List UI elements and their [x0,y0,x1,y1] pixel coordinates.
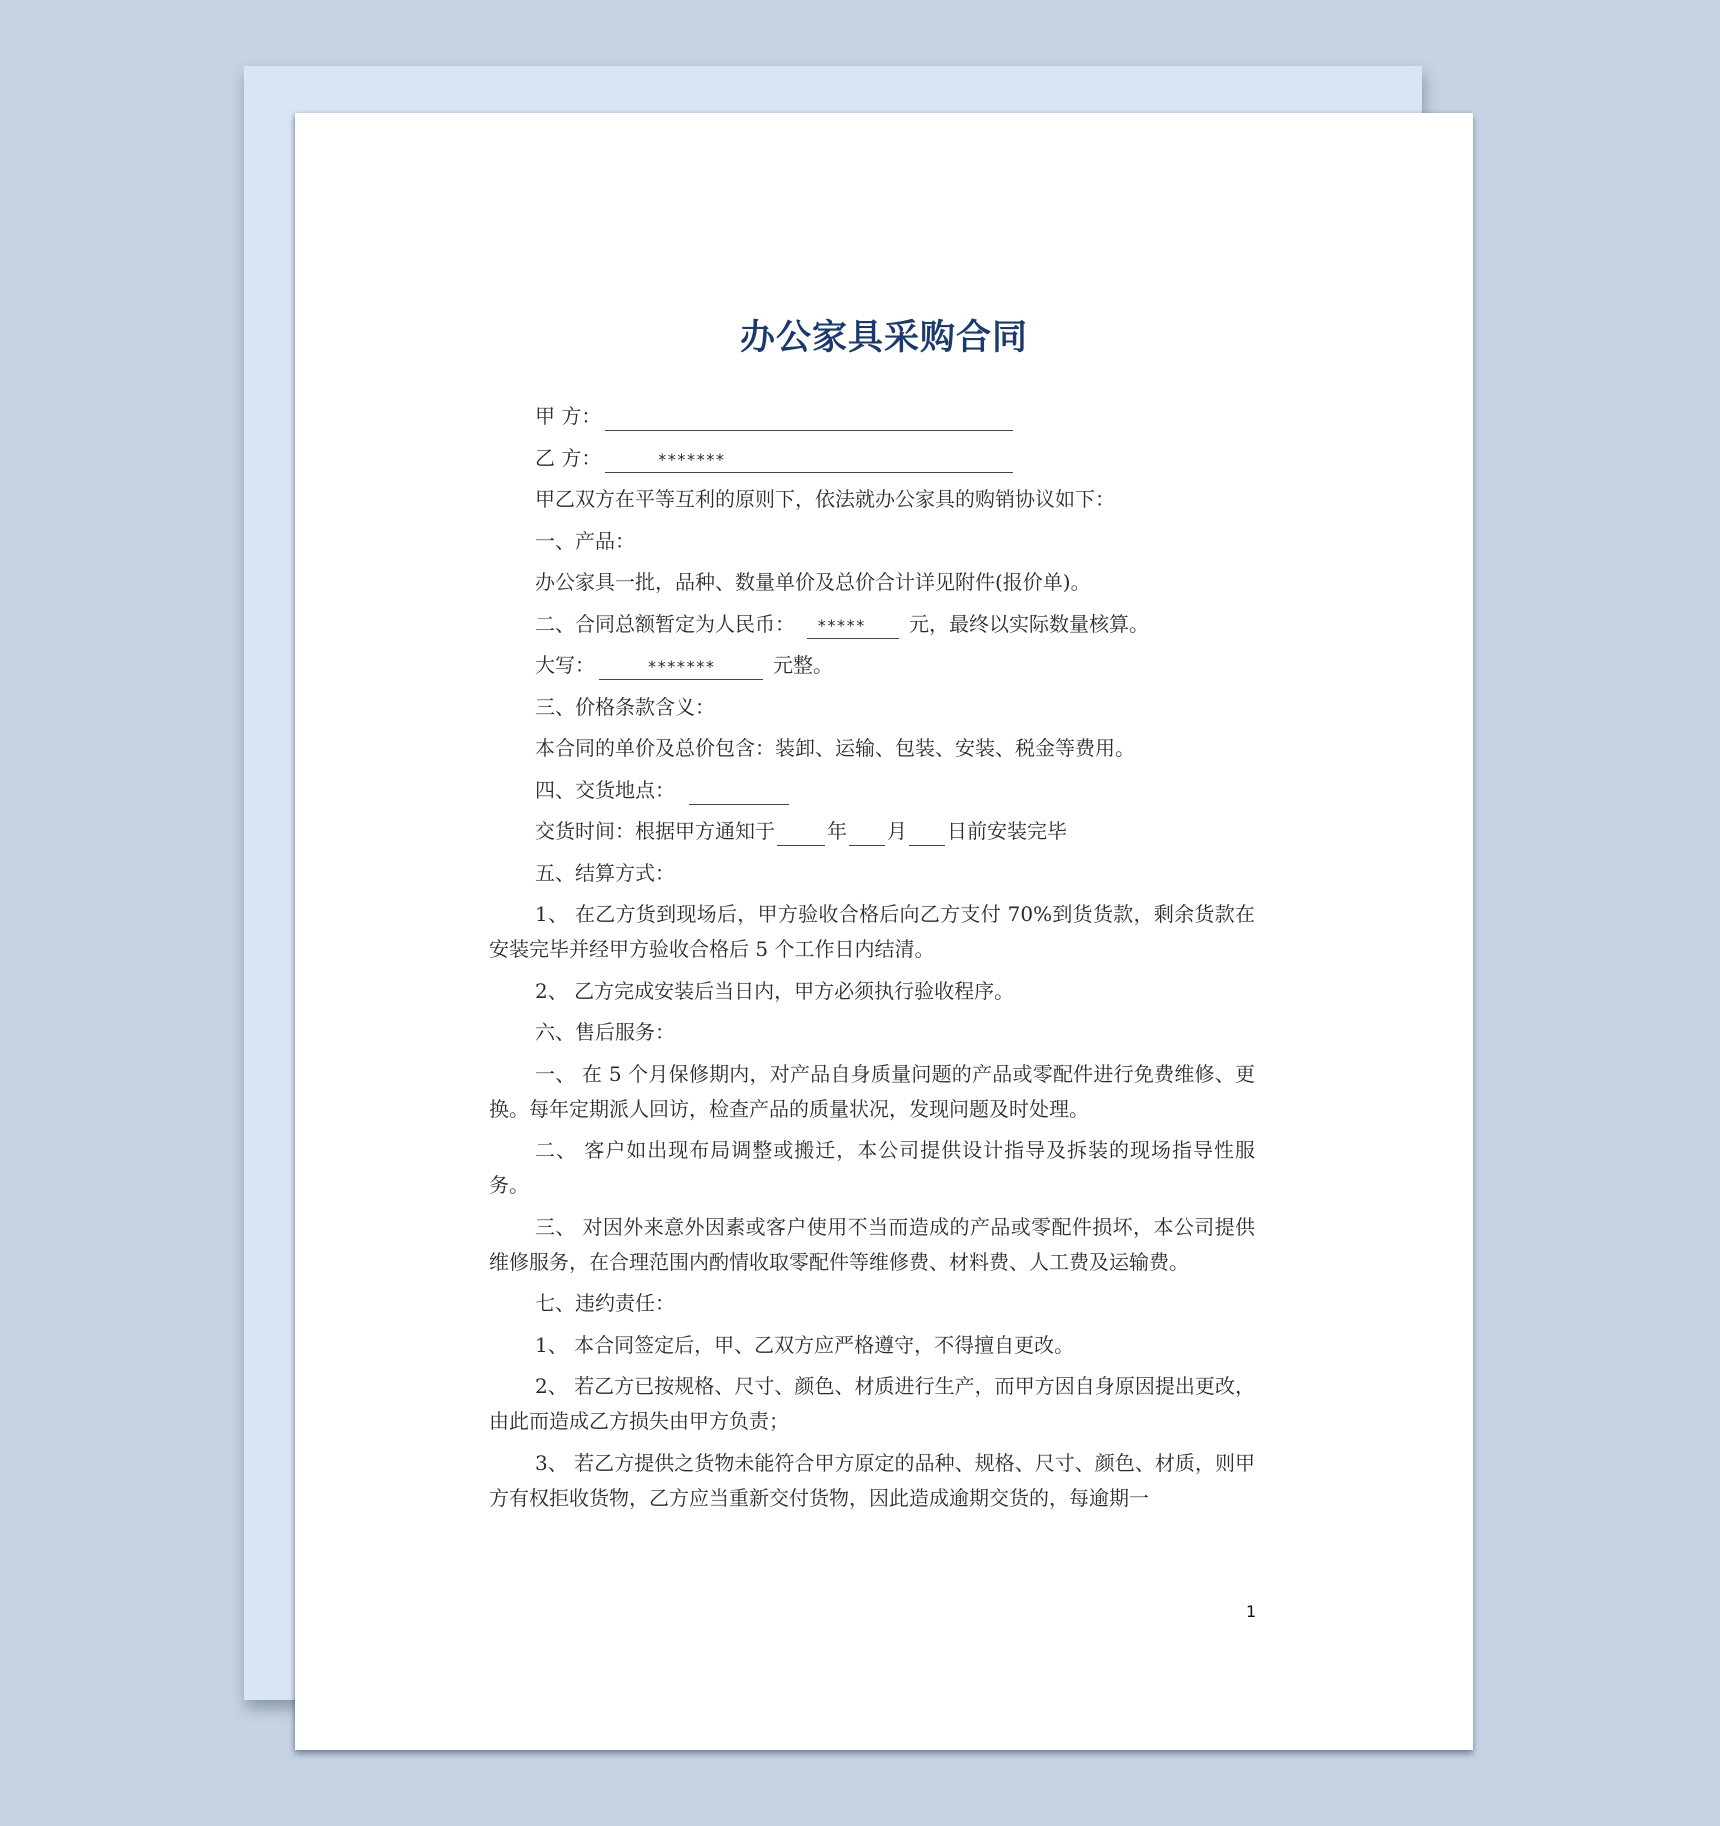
section-4-heading: 四、交货地点： [535,777,675,802]
section-2-amount-line [489,607,1255,642]
party-a-line [489,399,1255,434]
delivery-time-prefix: 交货时间：根据甲方通知于 [535,819,775,843]
intro-paragraph: 甲乙双方在平等互利的原则下，依法就办公家具的购销协议如下： [535,487,1115,511]
delivery-month-field[interactable] [849,821,885,846]
delivery-place-field[interactable] [689,780,789,805]
delivery-time-line [489,814,1255,849]
section-7-item-3: 3、 若乙方提供之货物未能符合甲方原定的品种、规格、尺寸、颜色、材质，则甲方有权拒收货物，乙方应当重新交付货物，因此造成逾期交货的，每逾期一 [489,1450,1255,1510]
amount-words-field[interactable] [599,655,763,680]
party-a-field[interactable] [605,406,1013,431]
amount-words-line [489,648,1255,683]
amount-words-value: ******* [647,657,715,676]
amount-field[interactable] [807,614,899,639]
delivery-day-field[interactable] [909,821,945,846]
party-a-label: 甲 方： [535,404,602,428]
section-7-item-1: 1、 本合同签定后，甲、乙双方应严格遵守，不得擅自更改。 [535,1332,1075,1357]
section-6-item-2: 二、 客户如出现布局调整或搬迁，本公司提供设计指导及拆装的现场指导性服务。 [489,1138,1255,1197]
page-number: 1 [1246,1602,1257,1621]
amount-words-label: 大写： [535,653,595,677]
section-2-suffix: 元，最终以实际数量核算。 [909,611,1149,636]
section-5-heading: 五、结算方式： [535,860,675,885]
page-title: 办公家具采购合同 [739,318,1028,358]
document-body [489,399,1255,1522]
amount-value: ***** [817,615,866,635]
document-page [295,113,1473,1750]
section-7-item-2: 2、 若乙方已按规格、尺寸、颜色、材质进行生产，而甲方因自身原因提出更改，由此而造成乙方损失由甲方负责； [489,1374,1255,1433]
section-6-item-1: 一、 在 5 个月保修期内，对产品自身质量问题的产品或零配件进行免费维修、更换。每年定期派人回访，检查产品的质量状况，发现问题及时处理。 [489,1061,1255,1121]
party-b-label: 乙 方： [535,445,602,470]
section-5-item-1: 1、 在乙方货到现场后，甲方验收合格后向乙方支付 70%到货货款，剩余货款在安装完毕并经甲方验收合格后 5 个工作日内结清。 [489,902,1255,961]
section-2-prefix: 二、合同总额暂定为人民币： [535,611,795,636]
section-5-item-2: 2、 乙方完成安装后当日内，甲方必须执行验收程序。 [535,978,1015,1003]
month-label: 月 [887,819,907,843]
party-b-line [489,441,1255,476]
section-6-item-3: 三、 对因外来意外因素或客户使用不当而造成的产品或零配件损坏，本公司提供维修服务，在合理范围内酌情收取零配件等维修费、材料费、人工费及运输费。 [489,1214,1255,1274]
amount-words-suffix: 元整。 [773,653,833,677]
section-4-place-line [489,773,1255,808]
section-1-text: 办公家具一批，品种、数量单价及总价合计详见附件(报价单)。 [535,570,1091,594]
party-b-field[interactable] [605,448,1013,473]
section-1-heading: 一、产品： [535,528,635,553]
day-suffix: 日前安装完毕 [947,819,1067,843]
section-7-heading: 七、违约责任： [535,1291,675,1315]
party-b-value: ******* [657,449,725,469]
year-label: 年 [827,819,847,843]
section-3-heading: 三、价格条款含义： [535,694,715,719]
delivery-year-field[interactable] [777,821,825,846]
section-6-heading: 六、售后服务： [535,1020,675,1044]
section-3-text: 本合同的单价及总价包含：装卸、运输、包装、安装、税金等费用。 [535,736,1135,760]
